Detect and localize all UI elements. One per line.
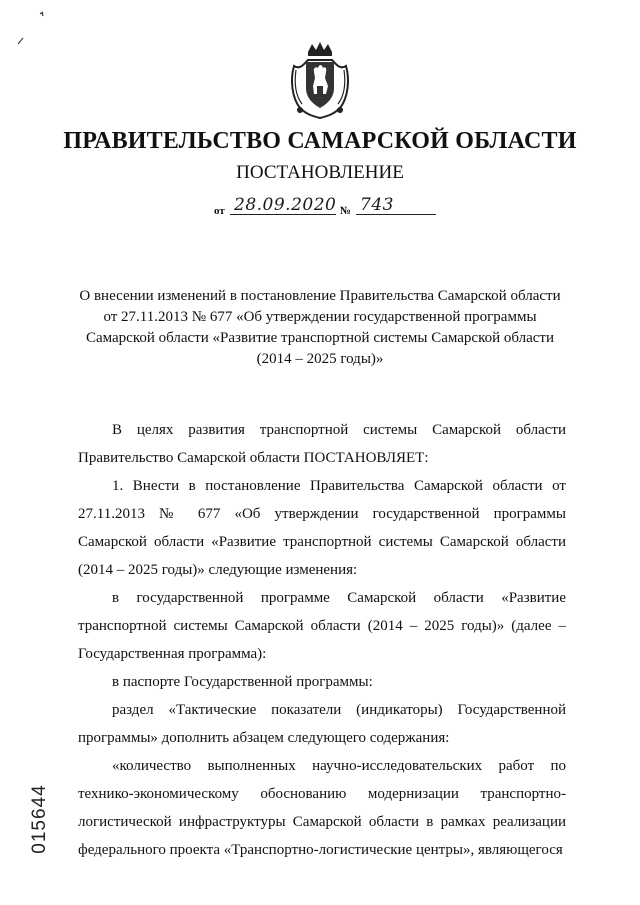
date-value: 28.09.2020 <box>230 196 336 215</box>
body-paragraph: 1. Внести в постановление Правительства Самарской области от 27.11.2013 № 677 «Об утверждении государственной программы Самарской области «Развитие транспортной системы Самарской области (2014 – 2025 годы)» следующие изменения: <box>78 478 566 578</box>
body-paragraph: «количество выполненных научно-исследовательских работ по технико-экономическому обоснованию модернизации транспортно-логистической инфраструктуры Самарской области в рамках реализации федерального проекта «Транспортно-логистические центры», являющегося <box>78 758 566 858</box>
document-type: ПОСТАНОВЛЕНИЕ <box>236 162 404 183</box>
date-label: от <box>214 205 225 217</box>
body-paragraph: в государственной программе Самарской области «Развитие транспортной системы Самарской области (2014 – 2025 годы)» (далее – Государственная программа): <box>78 590 566 662</box>
document-body <box>78 416 566 864</box>
subject-line: от 27.11.2013 № 677 «Об утверждении государственной программы <box>103 309 537 325</box>
margin-serial-number <box>18 768 58 878</box>
subject-line: О внесении изменений в постановление Правительства Самарской области <box>79 288 561 304</box>
body-paragraph: раздел «Тактические показатели (индикаторы) Государственной программы» дополнить абзацем следующего содержания: <box>78 702 566 746</box>
number-value: 743 <box>356 196 436 215</box>
subject-line: (2014 – 2025 годы)» <box>256 351 384 367</box>
body-paragraph: в паспорте Государственной программы: <box>112 674 373 690</box>
serial-number-text: 015644 <box>29 784 50 854</box>
coat-of-arms-icon <box>286 40 354 120</box>
body-paragraph: В целях развития транспортной системы Самарской области Правительство Самарской области ПОСТАНОВЛЯЕТ: <box>78 422 566 466</box>
organization-title: ПРАВИТЕЛЬСТВО САМАРСКОЙ ОБЛАСТИ <box>63 128 577 154</box>
document-date-number <box>214 196 434 218</box>
document-subject <box>70 286 570 370</box>
subject-line: Самарской области «Развитие транспортной системы Самарской области <box>85 330 555 346</box>
number-label: № <box>340 205 352 217</box>
stray-pen-marks <box>0 0 60 60</box>
